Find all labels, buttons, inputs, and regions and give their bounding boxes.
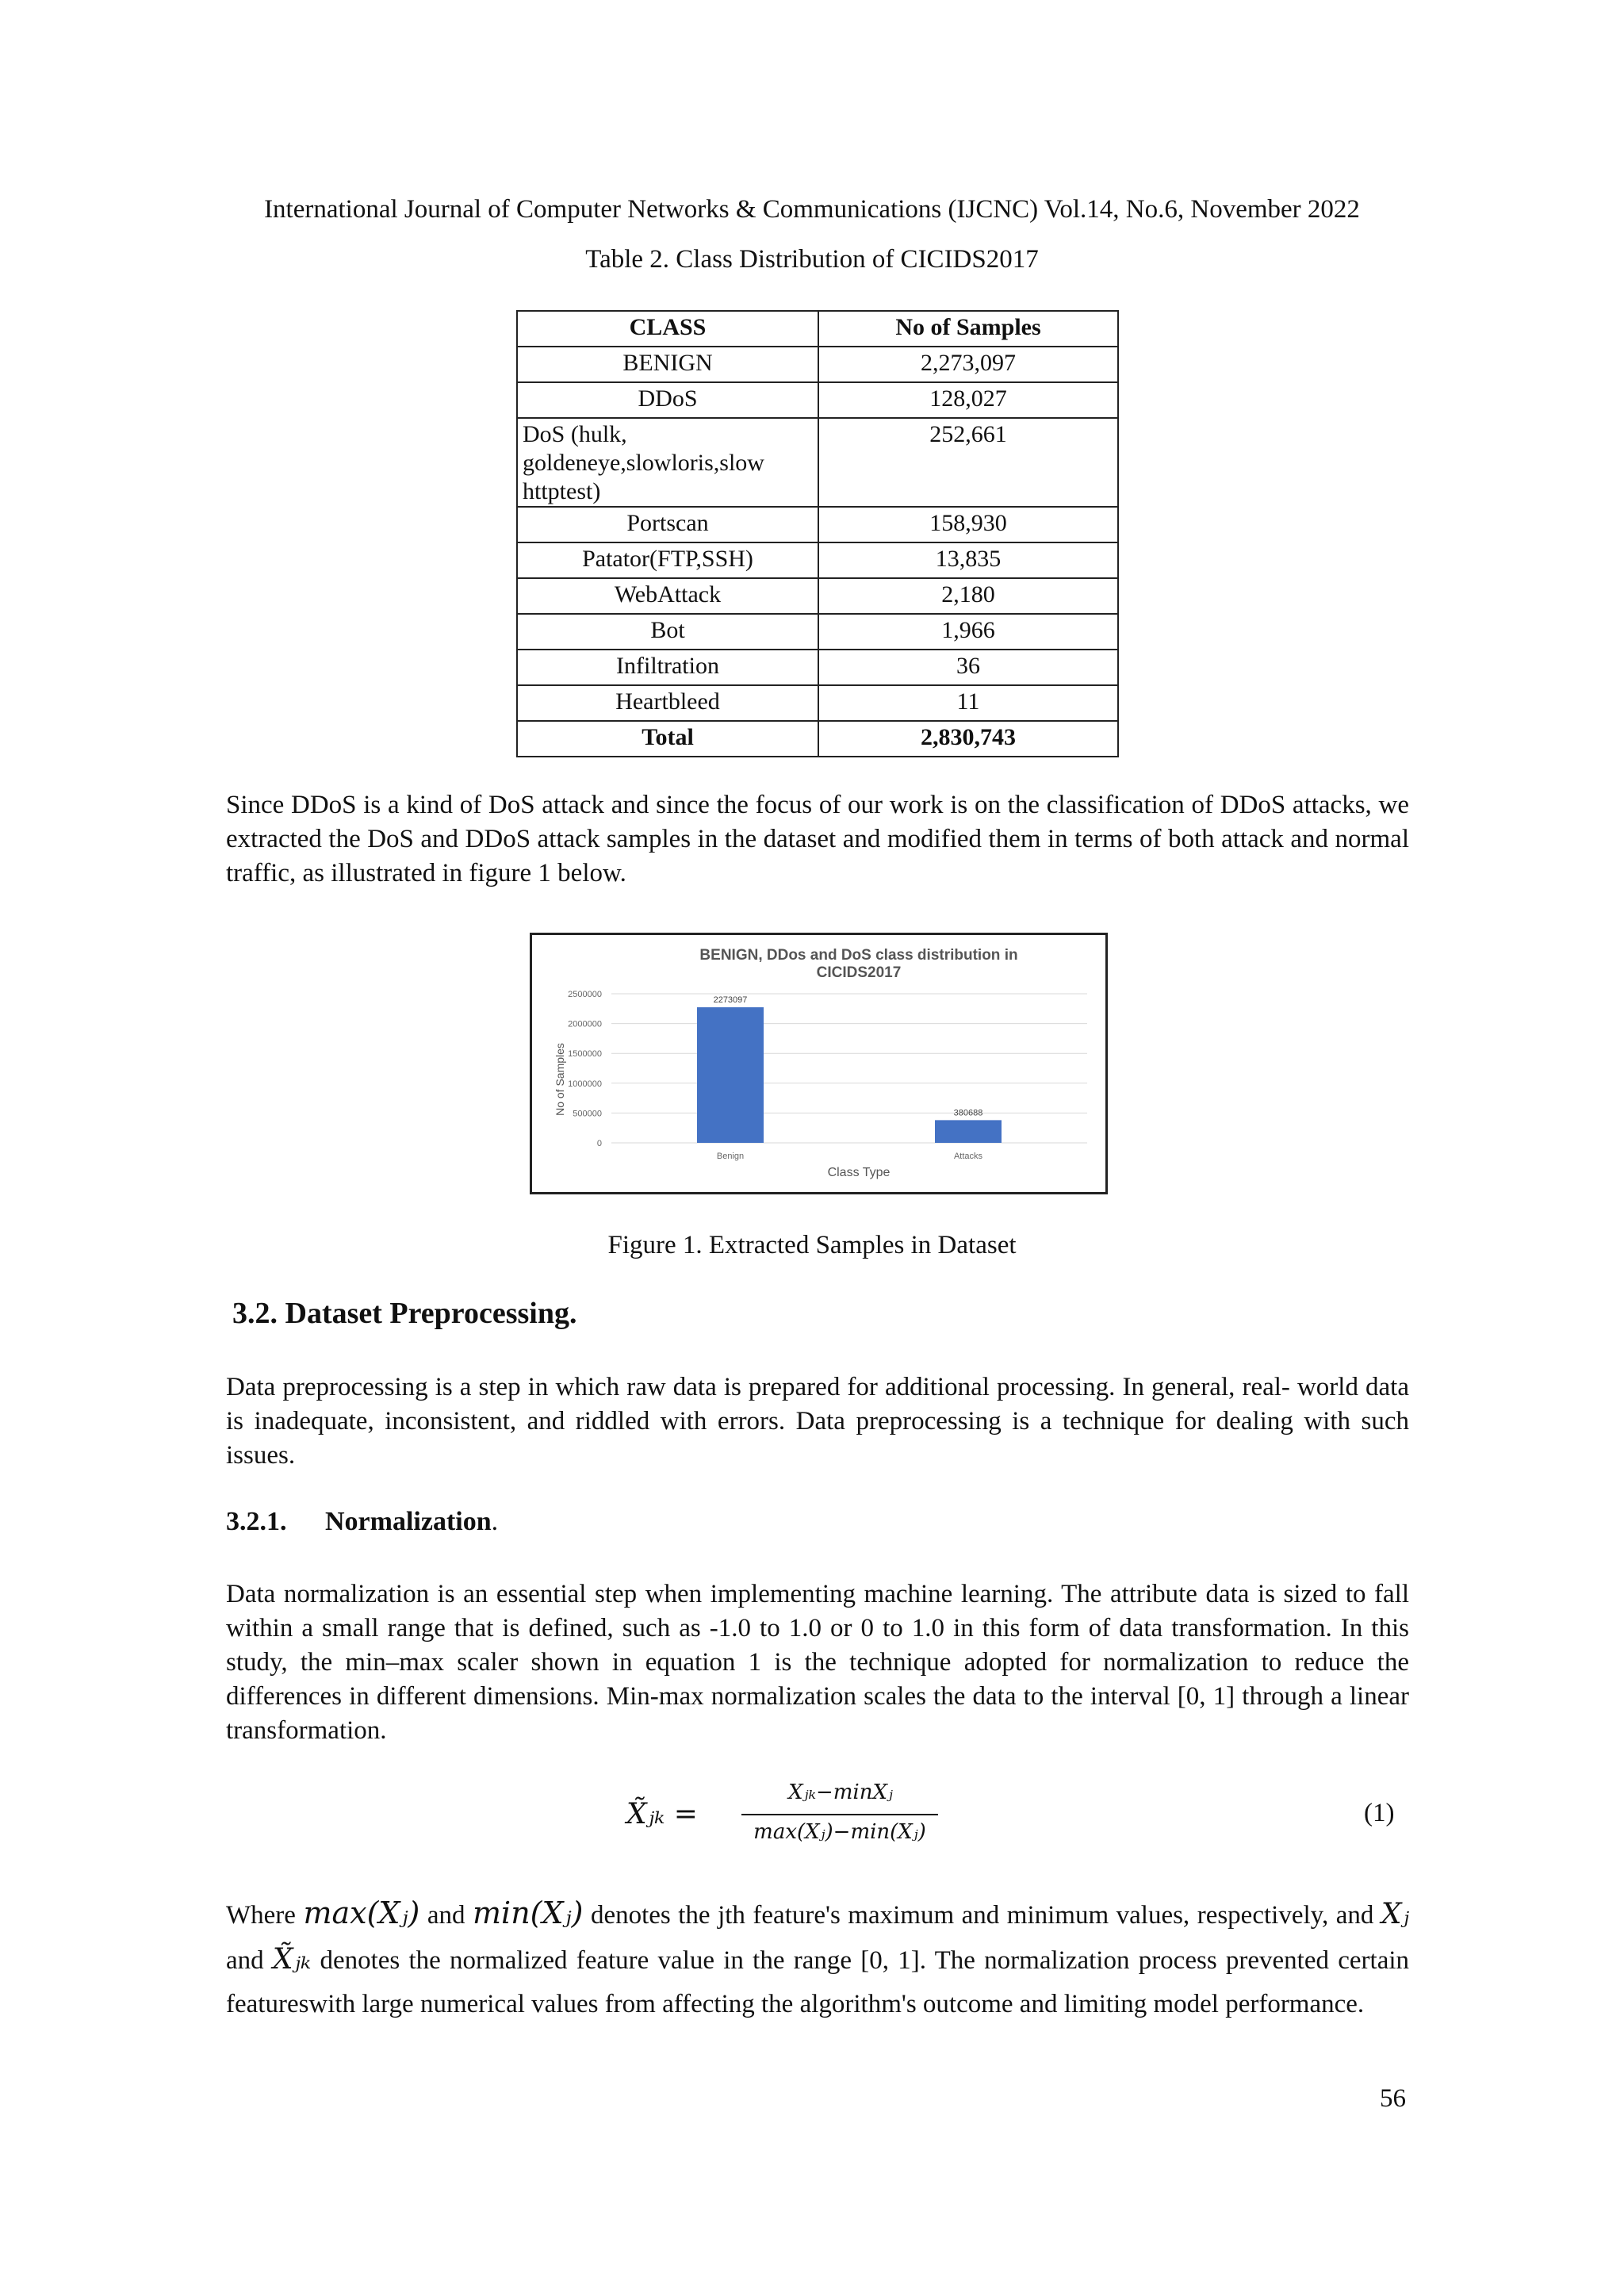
- chart-title-line-2: CICIDS2017: [816, 964, 902, 981]
- samples-cell: 11: [818, 685, 1118, 721]
- bar-value-label: 2273097: [713, 995, 748, 1006]
- section-heading: 3.2. Dataset Preprocessing.: [232, 1297, 577, 1330]
- running-head: International Journal of Computer Networks & Communications (IJCNC) Vol.14, No.6, November 2022: [264, 195, 1360, 224]
- where-text: and: [226, 1946, 264, 1975]
- class-cell: Infiltration: [517, 650, 818, 685]
- y-tick-label: 1000000: [568, 1079, 602, 1089]
- y-tick-label: 2000000: [568, 1019, 602, 1029]
- samples-cell: 1,966: [818, 614, 1118, 650]
- class-cell: DDoS: [517, 382, 818, 418]
- table-row: [517, 578, 1118, 614]
- equation-1: [626, 1780, 936, 1852]
- table-row: [517, 685, 1118, 721]
- max-xj-math: max(Xⱼ): [303, 1895, 420, 1930]
- subsection-number: 3.2.1.: [226, 1507, 287, 1536]
- table-row: [517, 418, 1118, 507]
- samples-cell: 158,930: [818, 507, 1118, 542]
- class-cell: WebAttack: [517, 578, 818, 614]
- total-value-cell: 2,830,743: [818, 721, 1118, 757]
- figure-1: [530, 933, 1108, 1194]
- table-row: [517, 614, 1118, 650]
- x-axis-label: Class Type: [827, 1166, 891, 1179]
- figure-caption: Figure 1. Extracted Samples in Dataset: [607, 1231, 1017, 1259]
- min-xj-math: min(Xⱼ): [473, 1895, 584, 1930]
- bar-value-label: 380688: [953, 1108, 983, 1118]
- where-text: respectively, and: [1197, 1901, 1374, 1930]
- y-tick-label: 1500000: [568, 1049, 602, 1060]
- equation-lhs: X̃ⱼₖ =: [626, 1798, 698, 1830]
- subsection-period: .: [491, 1507, 499, 1536]
- where-paragraph: [226, 1892, 1409, 2026]
- class-cell: Portscan: [517, 507, 818, 542]
- equation-denominator: max(Xⱼ)−min(Xⱼ): [753, 1820, 926, 1844]
- y-tick-label: 2500000: [568, 990, 602, 999]
- column-header-class: CLASS: [517, 311, 818, 347]
- table-row: [517, 650, 1118, 685]
- samples-cell: 13,835: [818, 542, 1118, 578]
- xj-math: Xⱼ: [1381, 1898, 1410, 1930]
- y-tick-label: 0: [596, 1139, 602, 1148]
- class-cell: Heartbleed: [517, 685, 818, 721]
- samples-cell: 2,273,097: [818, 347, 1118, 382]
- bar-chart: [532, 935, 1105, 1192]
- where-text: denotes the normalized feature value in the range [0, 1]. The normalization process prevented certain featureswith large numerical values from affecting the algorithm's outcome and limiting model performance.: [226, 1946, 1410, 2018]
- column-header-samples: No of Samples: [818, 311, 1118, 347]
- class-cell: BENIGN: [517, 347, 818, 382]
- table-total-row: [517, 721, 1118, 757]
- table-caption: Table 2. Class Distribution of CICIDS2017: [585, 245, 1039, 274]
- samples-cell: 128,027: [818, 382, 1118, 418]
- table-row: [517, 382, 1118, 418]
- equation-numerator: Xⱼₖ−minXⱼ: [788, 1780, 893, 1804]
- subsection-heading: [226, 1507, 498, 1537]
- x-tick-label: Benign: [716, 1152, 745, 1161]
- samples-cell: 2,180: [818, 578, 1118, 614]
- preprocessing-paragraph: Data preprocessing is a step in which raw data is prepared for additional processing. In general, real- world data is inadequate, inconsistent, and riddled with errors. Data preprocessing is a technique for dealing with such issues.: [226, 1373, 1409, 1470]
- y-tick-label: 500000: [573, 1109, 602, 1119]
- table-header-row: [517, 311, 1118, 347]
- equation-number: (1): [1364, 1799, 1395, 1827]
- table-row: [517, 507, 1118, 542]
- bar-benign: [697, 1007, 764, 1143]
- chart-title-line-1: BENIGN, DDos and DoS class distribution in: [699, 947, 1018, 964]
- x-tick-label: Attacks: [953, 1152, 983, 1161]
- normalization-paragraph: Data normalization is an essential step when implementing machine learning. The attribute data is sized to fall within a small range that is defined, such as -1.0 to 1.0 or 0 to 1.0 in this form of data transformation. In this study, the min–max scaler shown in equation 1 is the technique adopted for normalization to reduce the differences in different dimensions. Min-max normalization scales the data to the interval [0, 1] through a linear transformation.: [226, 1580, 1409, 1745]
- subsection-title: Normalization: [325, 1507, 492, 1536]
- class-cell: Bot: [517, 614, 818, 650]
- total-label-cell: Total: [517, 721, 818, 757]
- where-text: denotes the jth feature's maximum and minimum values,: [590, 1901, 1190, 1930]
- class-cell: DoS (hulk, goldeneye,slowloris,slow httptest): [517, 418, 818, 507]
- samples-cell: 252,661: [818, 418, 1118, 507]
- where-text: Where: [226, 1901, 296, 1930]
- fraction-bar: [741, 1814, 938, 1815]
- page-number: 56: [1380, 2084, 1406, 2113]
- table-row: [517, 542, 1118, 578]
- intro-paragraph: Since DDoS is a kind of DoS attack and since the focus of our work is on the classification of DDoS attacks, we extracted the DoS and DDoS attack samples in the dataset and modified them in terms of both attack and normal traffic, as illustrated in figure 1 below.: [226, 791, 1409, 887]
- bar-attacks: [935, 1120, 1002, 1143]
- table-row: [517, 347, 1118, 382]
- class-cell: Patator(FTP,SSH): [517, 542, 818, 578]
- samples-cell: 36: [818, 650, 1118, 685]
- xjk-math: X̃ⱼₖ: [272, 1943, 312, 1976]
- y-axis-label: No of Samples: [553, 1043, 566, 1116]
- class-distribution-table: [516, 310, 1119, 757]
- where-text: and: [427, 1901, 465, 1930]
